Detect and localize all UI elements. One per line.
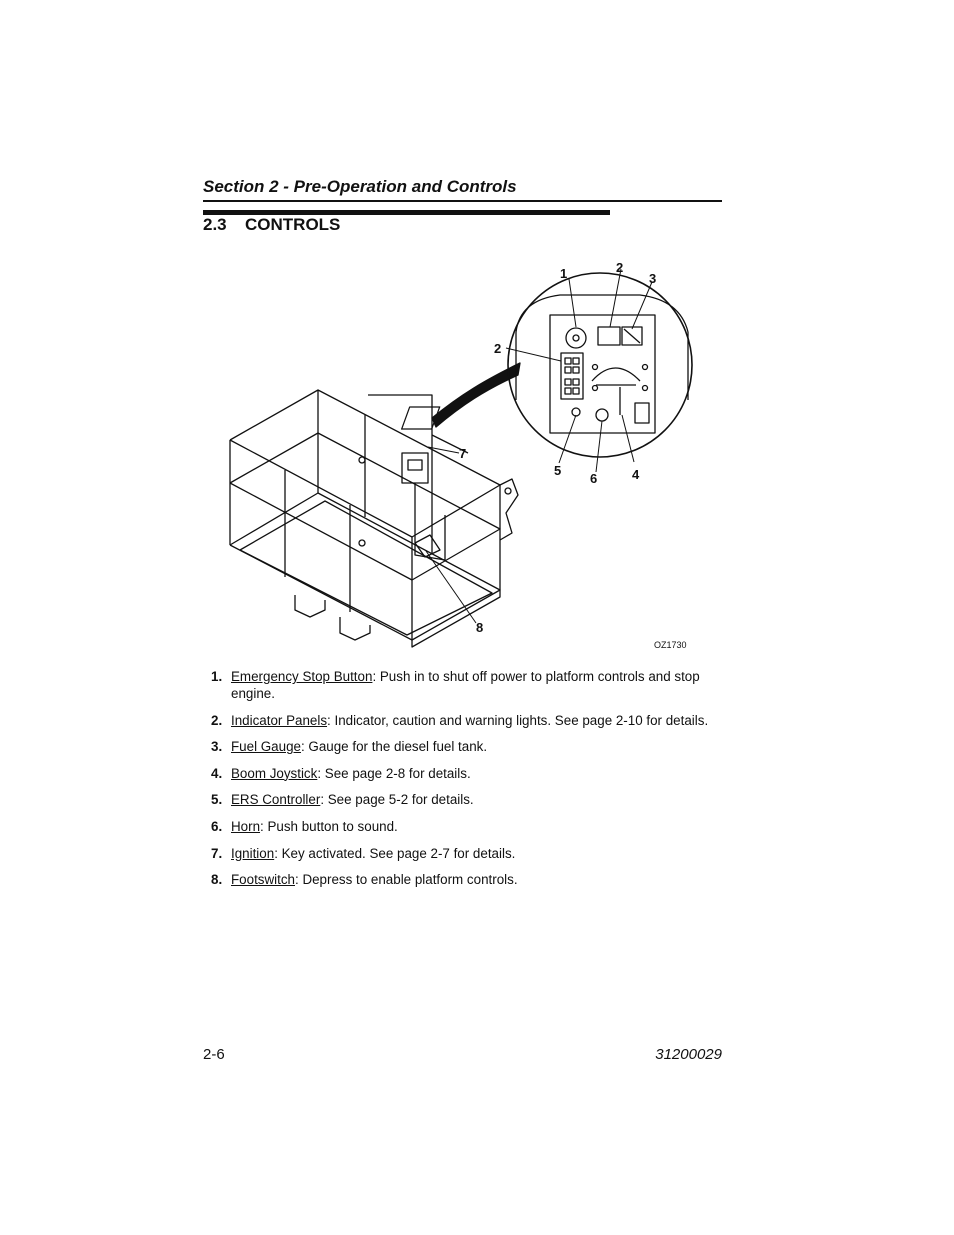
list-item: 1. Emergency Stop Button: Push in to shut off power to platform controls and stop engine.: [211, 669, 700, 701]
platform-basket-illustration: [230, 390, 518, 647]
list-item: 7. Ignition: Key activated. See page 2-7 for details.: [211, 845, 516, 861]
controls-figure: [200, 255, 720, 655]
control-panel-zoom: [508, 273, 692, 457]
callout-2-top: 2: [616, 260, 624, 275]
controls-list: [211, 668, 727, 898]
page-number: 2-6: [203, 1046, 225, 1063]
zoom-connector: [432, 363, 520, 427]
callout-5: 5: [554, 463, 562, 478]
document-number: 31200029: [655, 1046, 722, 1063]
callout-2-left: 2: [494, 341, 502, 356]
list-item: 2. Indicator Panels: Indicator, caution and warning lights. See page 2-10 for details.: [211, 712, 709, 728]
callout-8: 8: [476, 620, 484, 635]
page-header: [203, 176, 722, 198]
callout-1: 1: [560, 266, 568, 281]
list-item: 6. Horn: Push button to sound.: [211, 818, 398, 834]
callout-3: 3: [649, 271, 657, 286]
header-rule-thin: [203, 200, 722, 202]
subsection-heading: [203, 214, 340, 236]
figure-id-label: OZ1730: [654, 640, 687, 650]
list-item: 8. Footswitch: Depress to enable platform controls.: [211, 872, 518, 888]
callout-6: 6: [590, 471, 598, 486]
list-item: 5. ERS Controller: See page 5-2 for details.: [211, 792, 474, 808]
list-item: 4. Boom Joystick: See page 2-8 for details.: [211, 765, 471, 781]
subsection-title: CONTROLS: [245, 215, 341, 234]
section-title: Section 2 - Pre-Operation and Controls: [203, 177, 517, 196]
callout-4: 4: [632, 467, 640, 482]
list-item: 3. Fuel Gauge: Gauge for the diesel fuel tank.: [211, 739, 488, 755]
subsection-number: 2.3: [203, 215, 227, 234]
callout-7: 7: [459, 446, 467, 461]
